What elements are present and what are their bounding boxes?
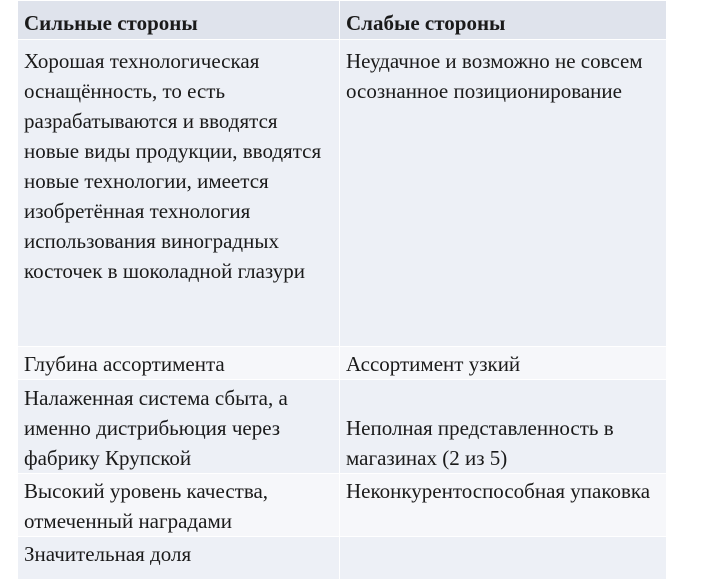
weakness-cell: Ассортимент узкий [340, 347, 667, 380]
strength-cell: Глубина ассортимента [18, 347, 340, 380]
strength-cell: Налаженная система сбыта, а именно дистрибьюция через фабрику Крупской [18, 380, 340, 474]
strength-cell: Хорошая технологическая оснащённость, то есть разрабатываются и вводятся новые виды продукции, вводятся новые технологии, имеется изобретённая технология использования виноградных косточек в шоколадной глазури [18, 40, 340, 347]
strength-cell: Значительная доля [18, 537, 340, 580]
weakness-cell-wrapper [340, 380, 667, 474]
table-row [18, 347, 667, 380]
weakness-cell: Неконкурентоспособная упаковка [340, 474, 667, 537]
cell-spacer [346, 383, 660, 413]
header-strengths: Сильные стороны [18, 1, 340, 40]
weakness-cell: Неудачное и возможно не совсем осознанное позиционирование [340, 40, 667, 347]
table-row [18, 380, 667, 474]
strength-cell: Высокий уровень качества, отмеченный наградами [18, 474, 340, 537]
table-row [18, 40, 667, 347]
swot-table-container [17, 0, 666, 566]
header-weaknesses: Слабые стороны [340, 1, 667, 40]
weakness-cell [340, 537, 667, 580]
table-row [18, 474, 667, 537]
table-header-row [18, 1, 667, 40]
swot-table [17, 0, 667, 580]
table-row [18, 537, 667, 580]
weakness-cell: Неполная представленность в магазинах (2 из 5) [346, 416, 614, 470]
